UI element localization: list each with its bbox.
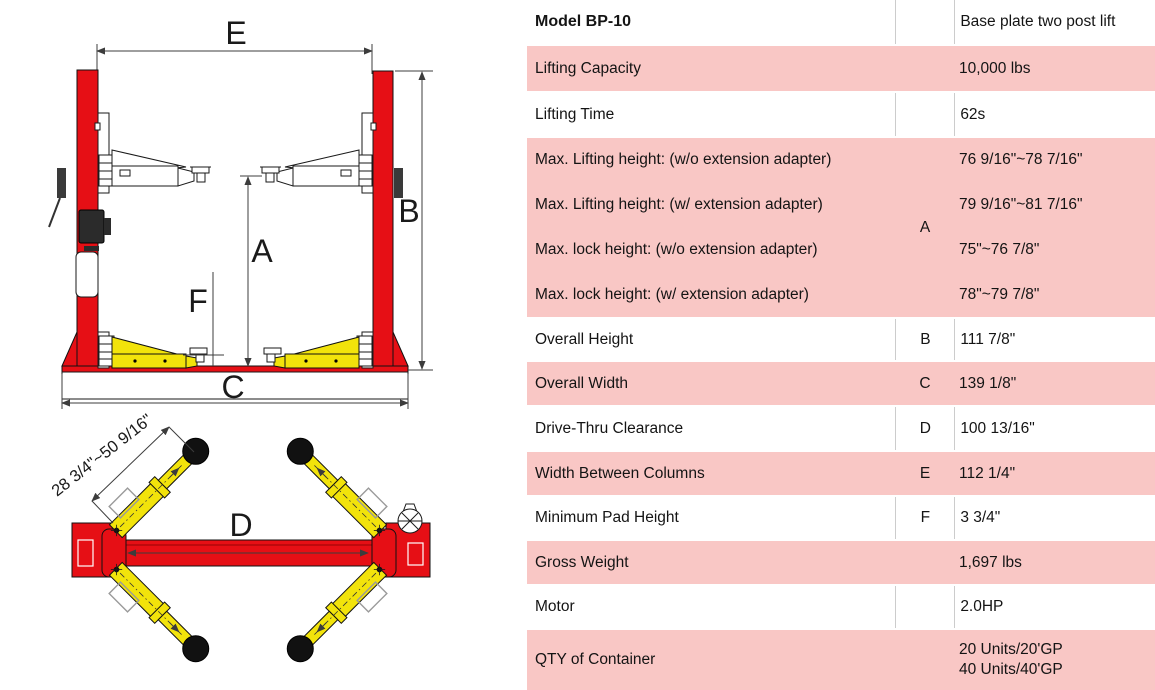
dim-label-E: E: [225, 15, 247, 51]
spec-value-line2: 40 Units/40'GP: [959, 661, 1063, 678]
spec-value: 79 9/16"~81 7/16": [959, 196, 1083, 214]
spec-letter: [895, 0, 954, 44]
table-row-gross-weight: [527, 541, 1155, 584]
spec-value: 75"~76 7/8": [959, 240, 1040, 258]
motor-symbol: [398, 504, 422, 533]
spec-value: 2.0HP: [954, 586, 1155, 628]
right-upper-arm: [260, 113, 376, 193]
spec-label: Overall Width: [535, 374, 629, 392]
spec-value: 100 13/16": [954, 407, 1155, 450]
right-lower-arm: [264, 332, 373, 368]
spec-letter: [896, 630, 954, 690]
dim-label-B: B: [398, 193, 420, 229]
spec-value: 62s: [954, 93, 1155, 136]
spec-label: Lifting Capacity: [535, 59, 641, 77]
model-type: Base plate two post lift: [954, 0, 1155, 44]
spec-letter: B: [895, 319, 954, 360]
arm-rear-left: [105, 558, 215, 668]
arm-front-right: [282, 433, 392, 543]
table-row-lifting-time: [527, 93, 1155, 136]
spec-letter: A: [919, 218, 931, 236]
spec-label: Max. lock height: (w/o extension adapter): [535, 240, 818, 258]
table-row-height-block: [527, 138, 1155, 317]
spec-label: Width Between Columns: [535, 464, 705, 482]
spec-value: 139 1/8": [959, 374, 1017, 392]
spec-label: Gross Weight: [535, 553, 629, 571]
spec-label: Lifting Time: [535, 105, 615, 123]
spec-value: 3 3/4": [954, 497, 1155, 539]
spec-label: Max. Lifting height: (w/o extension adapter): [535, 151, 832, 169]
spec-value: 112 1/4": [959, 464, 1016, 482]
spec-label: Max. Lifting height: (w/ extension adapter): [535, 196, 823, 214]
spec-value: 1,697 lbs: [959, 553, 1022, 571]
table-row-qty-container: [527, 630, 1155, 690]
spec-letter: [896, 46, 954, 91]
spec-letter: [895, 586, 954, 628]
front-view: [49, 15, 433, 409]
table-row-lifting-capacity: [527, 46, 1155, 91]
spec-letter: [896, 541, 954, 584]
model-name: Model BP-10: [535, 13, 632, 30]
spec-label: Motor: [535, 598, 575, 615]
table-row-motor: [527, 586, 1155, 628]
spec-label: Minimum Pad Height: [535, 509, 679, 526]
spec-table: [527, 0, 1155, 690]
spec-value: 78"~79 7/8": [959, 285, 1040, 303]
left-upper-arm: [95, 113, 211, 193]
table-row-overall-width: [527, 362, 1155, 405]
arm-rear-right: [282, 558, 392, 668]
left-lower-arm: [98, 332, 207, 368]
dim-label-D: D: [229, 507, 253, 543]
dim-label-A: A: [251, 233, 273, 269]
spec-letter: D: [895, 407, 954, 450]
spec-letter: F: [895, 497, 954, 539]
dim-label-arm-range: 28 3/4"~50 9/16": [48, 410, 156, 501]
spec-label: Drive-Thru Clearance: [535, 419, 684, 437]
spec-value: 111 7/8": [954, 319, 1155, 360]
table-row-width-between-columns: [527, 452, 1155, 495]
spec-value: 76 9/16"~78 7/16": [959, 151, 1083, 169]
power-unit: [76, 210, 111, 297]
table-row-model: [527, 0, 1155, 44]
spec-label: QTY of Container: [535, 651, 656, 668]
lift-diagram: [0, 0, 527, 690]
top-view: [48, 411, 430, 668]
spec-value-line1: 20 Units/20'GP: [959, 641, 1063, 658]
spec-label: Overall Height: [535, 330, 634, 348]
table-row-min-pad-height: [527, 497, 1155, 539]
left-column-pad: [57, 168, 66, 198]
table-row-drive-thru: [527, 407, 1155, 450]
spec-letter: E: [919, 464, 931, 482]
table-row-overall-height: [527, 319, 1155, 360]
dim-label-F: F: [188, 283, 208, 319]
spec-label: Max. lock height: (w/ extension adapter): [535, 285, 809, 303]
spec-letter: [895, 93, 954, 136]
dim-label-C: C: [221, 369, 245, 405]
spec-letter: C: [919, 374, 931, 392]
right-column: [373, 71, 393, 366]
spec-value: 10,000 lbs: [959, 59, 1031, 77]
